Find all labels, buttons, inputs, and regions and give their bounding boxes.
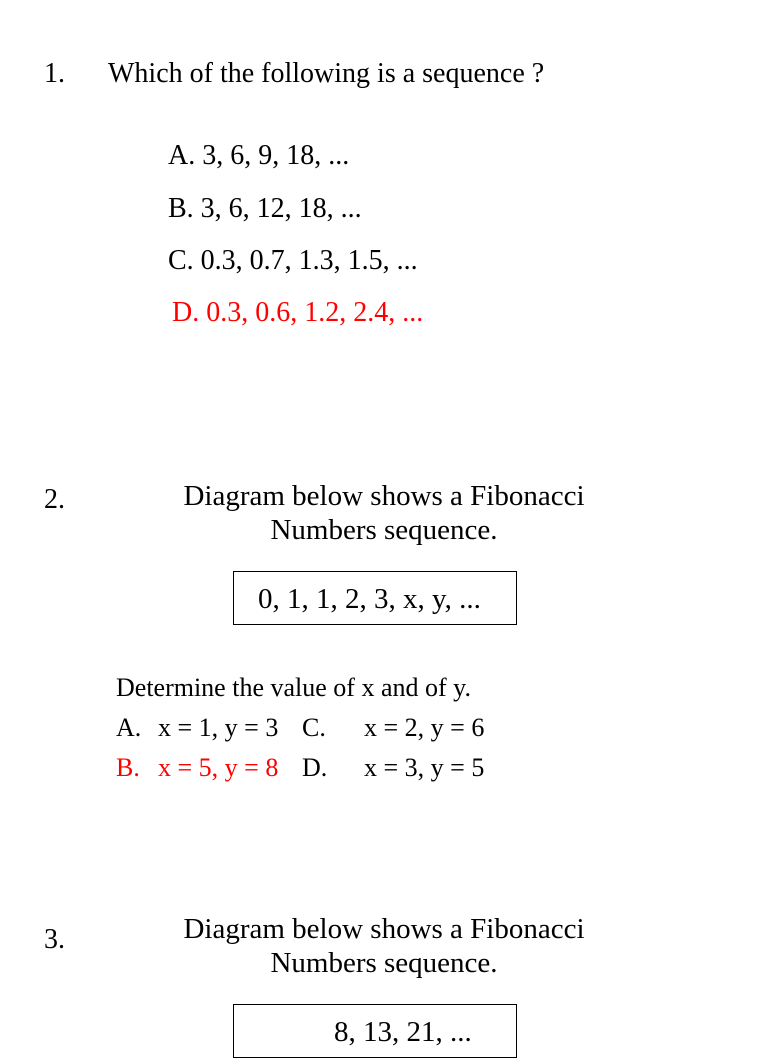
q1-option-c: C. 0.3, 0.7, 1.3, 1.5, ... xyxy=(168,245,418,276)
question-3-prompt-line1: Diagram below shows a Fibonacci xyxy=(183,913,585,945)
question-3-prompt-line2: Numbers sequence. xyxy=(270,947,498,979)
question-2-instruction: Determine the value of x and of y. xyxy=(116,673,471,702)
q2-option-d-letter: D. xyxy=(302,753,328,782)
q2-option-c-letter: C. xyxy=(302,713,326,742)
question-2-prompt-line2: Numbers sequence. xyxy=(270,514,498,546)
q1-option-a: A. 3, 6, 9, 18, ... xyxy=(168,140,350,171)
sequence-box-q3-text: 8, 13, 21, ... xyxy=(334,1016,472,1048)
question-2-prompt xyxy=(140,479,628,547)
sequence-box-q3 xyxy=(233,1004,517,1058)
question-3-number: 3. xyxy=(44,924,65,955)
question-1-text: Which of the following is a sequence ? xyxy=(108,58,545,89)
question-3-prompt xyxy=(140,912,628,980)
q2-option-d-text: x = 3, y = 5 xyxy=(364,753,485,782)
q1-option-b: B. 3, 6, 12, 18, ... xyxy=(168,193,362,224)
q2-option-a-text: x = 1, y = 3 xyxy=(158,713,279,742)
sequence-box-text: 0, 1, 1, 2, 3, x, y, ... xyxy=(258,583,481,615)
q2-option-c-text: x = 2, y = 6 xyxy=(364,713,485,742)
sequence-box xyxy=(233,571,517,625)
q2-option-a-letter: A. xyxy=(116,713,142,742)
question-1-number: 1. xyxy=(44,58,65,89)
q2-option-b-text-correct: x = 5, y = 8 xyxy=(158,753,279,782)
q1-option-d-correct: D. 0.3, 0.6, 1.2, 2.4, ... xyxy=(172,297,424,328)
question-2-prompt-line1: Diagram below shows a Fibonacci xyxy=(183,480,585,512)
question-2-number: 2. xyxy=(44,484,65,515)
q2-option-b-letter-correct: B. xyxy=(116,753,140,782)
